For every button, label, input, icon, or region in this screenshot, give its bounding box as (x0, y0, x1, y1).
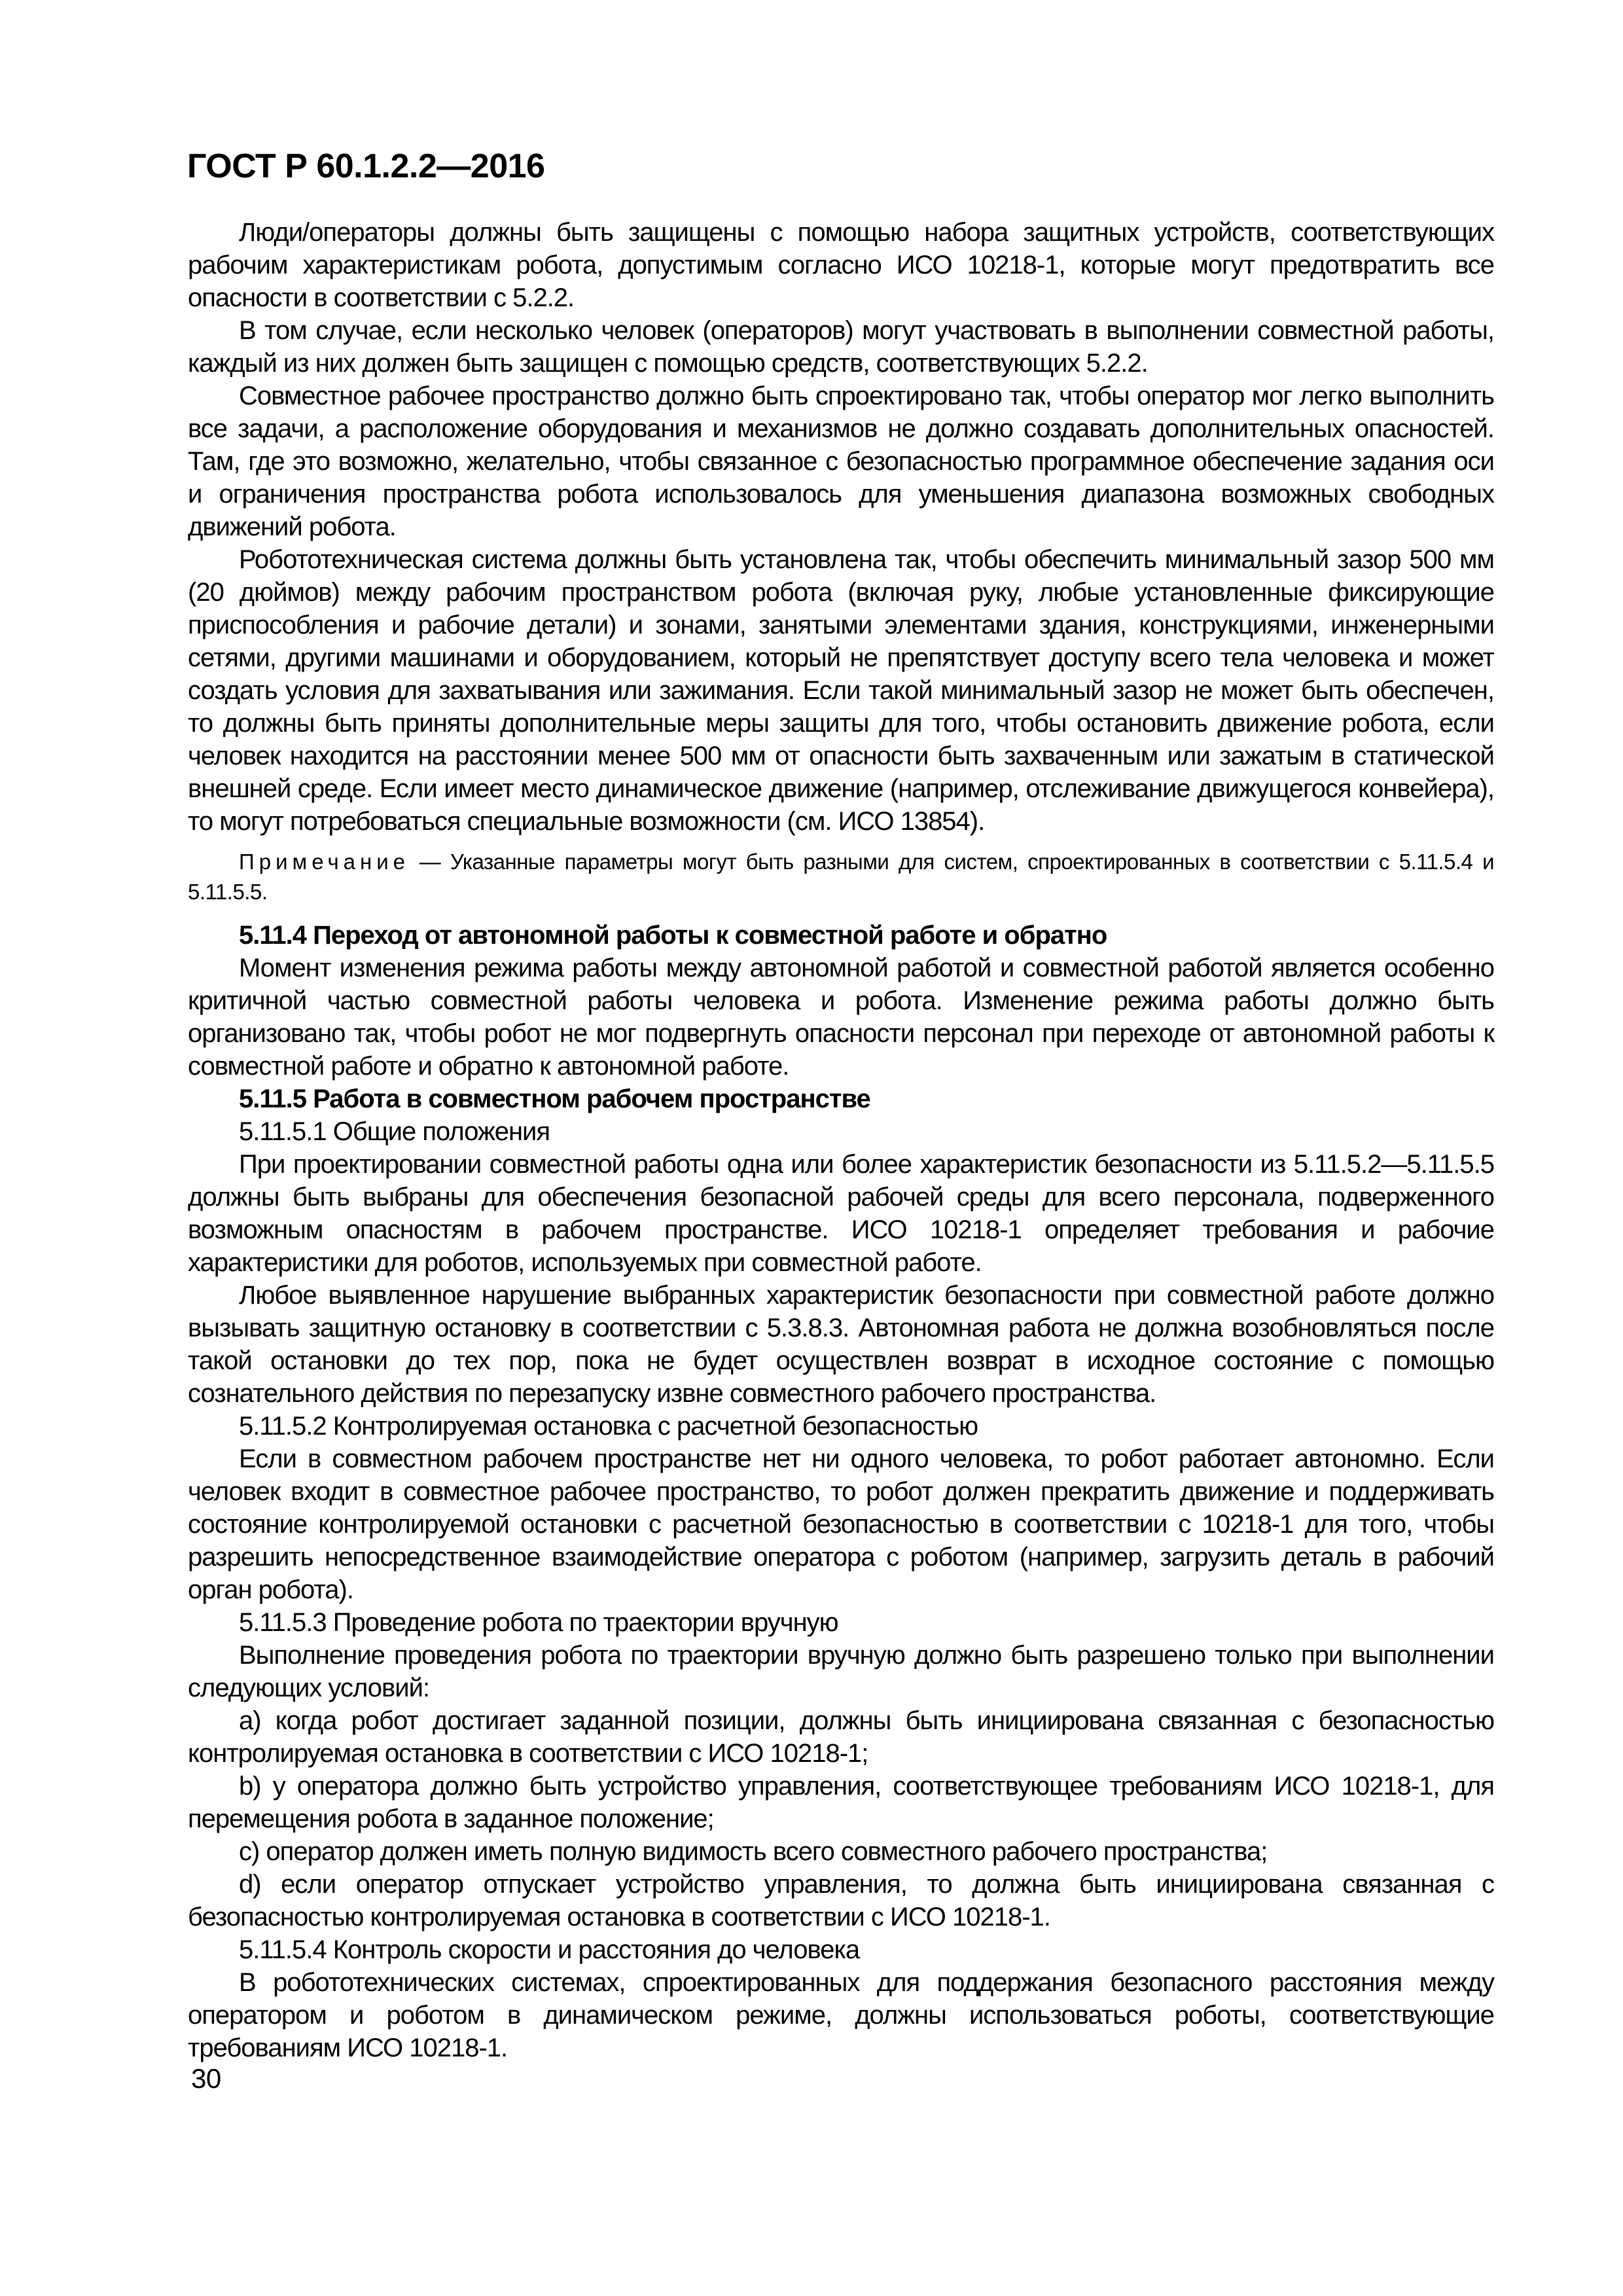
paragraph: Любое выявленное нарушение выбранных характеристик безопасности при совместной работе должно вызывать защитную остановку в соответствии с 5.3.8.3. Автономная работа не должна возобновляться после такой остановки до тех пор, пока не будет осуществлен возврат в исходное состояние с помощью сознательного действия по перезапуску извне совместного рабочего пространства. (188, 1281, 1494, 1408)
paragraph: В том случае, если несколько человек (операторов) могут участвовать в выполнении совместной работы, каждый из них должен быть защищен с помощью средств, соответствующих 5.2.2. (188, 316, 1494, 378)
note-label: Примечание (239, 850, 410, 874)
paragraph: Если в совместном рабочем пространстве нет ни одного человека, то робот работает автономно. Если человек входит в совместное рабочее пространство, то робот должен прекратить движение и поддерживать состояние контролируемой остановки с расчетной безопасностью в соответствии с 10218-1 для того, чтобы разрешить непосредственное взаимодействие оператора с роботом (например, загрузить деталь в рабочий орган робота). (188, 1444, 1494, 1604)
paragraph: Выполнение проведения робота по траектории вручную должно быть разрешено только при выполнении следующих условий: (188, 1641, 1494, 1702)
list-item-b: b) у оператора должно быть устройство управления, соответствующее требованиям ИСО 10218-1, для перемещения робота в заданное положение; (188, 1772, 1494, 1833)
section-heading-5-11-5: 5.11.5 Работа в совместном рабочем пространстве (239, 1085, 870, 1113)
subsection-heading-5-11-5-2: 5.11.5.2 Контролируемая остановка с расчетной безопасностью (239, 1412, 978, 1441)
subsection-heading-5-11-5-4: 5.11.5.4 Контроль скорости и расстояния до человека (239, 1935, 860, 1964)
note (188, 847, 1494, 907)
section-heading-5-11-4: 5.11.4 Переход от автономной работы к совместной работе и обратно (239, 921, 1107, 950)
list-item-a: a) когда робот достигает заданной позиции, должны быть инициирована связанная с безопасностью контролируемая остановка в соответствии с ИСО 10218-1; (188, 1706, 1494, 1768)
page-number: 30 (191, 2063, 221, 2094)
standard-designation-header: ГОСТ Р 60.1.2.2—2016 (187, 147, 545, 185)
paragraph: При проектировании совместной работы одна или более характеристик безопасности из 5.11.5.2—5.11.5.5 должны быть выбраны для обеспечения безопасной рабочей среды для всего персонала, подверженного возможным опасностям в рабочем пространстве. ИСО 10218-1 определяет требования и рабочие характеристики для роботов, используемых при совместной работе. (188, 1150, 1494, 1277)
paragraph: Совместное рабочее пространство должно быть спроектировано так, чтобы оператор мог легко выполнить все задачи, а расположение оборудования и механизмов не должно создавать дополнительных опасностей. Там, где это возможно, желательно, чтобы связанное с безопасностью программное обеспечение задания оси и ограничения пространства робота использовалось для уменьшения диапазона возможных свободных движений робота. (188, 382, 1494, 541)
subsection-heading-5-11-5-1: 5.11.5.1 Общие положения (239, 1117, 550, 1146)
paragraph: Момент изменения режима работы между автономной работой и совместной работой является особенно критичной частью совместной работы человека и робота. Изменение режима работы должно быть организовано так, чтобы робот не мог подвергнуть опасности персонал при переходе от автономной работы к совместной работе и обратно к автономной работе. (188, 954, 1494, 1081)
paragraph: Робототехническая система должны быть установлена так, чтобы обеспечить минимальный зазор 500 мм (20 дюймов) между рабочим пространством робота (включая руку, любые установленные фиксирующие приспособления и рабочие детали) и зонами, занятыми элементами здания, конструкциями, инженерными сетями, другими машинами и оборудованием, который не препятствует доступу всего тела человека и может создать условия для захватывания или зажимания. Если такой минимальный зазор не может быть обеспечен, то должны быть приняты дополнительные меры защиты для того, чтобы остановить движение робота, если человек находится на расстоянии менее 500 мм от опасности быть захваченным или зажатым в статической внешней среде. Если имеет место динамическое движение (например, отслеживание движущегося конвейера), то могут потребоваться специальные возможности (см. ИСО 13854). (188, 545, 1494, 836)
paragraph: В робототехнических системах, спроектированных для поддержания безопасного расстояния между оператором и роботом в динамическом режиме, должны использоваться роботы, соответствующие требованиям ИСО 10218-1. (188, 1968, 1494, 2062)
note-dash: — (419, 850, 441, 874)
document-body (188, 216, 1494, 2064)
subsection-heading-5-11-5-3: 5.11.5.3 Проведение робота по траектории вручную (239, 1608, 838, 1637)
list-item-c: c) оператор должен иметь полную видимость всего совместного рабочего пространства; (239, 1837, 1268, 1866)
list-item-d: d) если оператор отпускает устройство управления, то должна быть инициирована связанная с безопасностью контролируемая остановка в соответствии с ИСО 10218-1. (188, 1870, 1494, 1931)
paragraph: Люди/операторы должны быть защищены с помощью набора защитных устройств, соответствующих рабочим характеристикам робота, допустимым согласно ИСО 10218-1, которые могут предотвратить все опасности в соответствии с 5.2.2. (188, 218, 1494, 312)
note-text: Указанные параметры могут быть разными для систем, спроектированных в соответствии с 5.11.5.4 и 5.11.5.5. (188, 850, 1495, 904)
